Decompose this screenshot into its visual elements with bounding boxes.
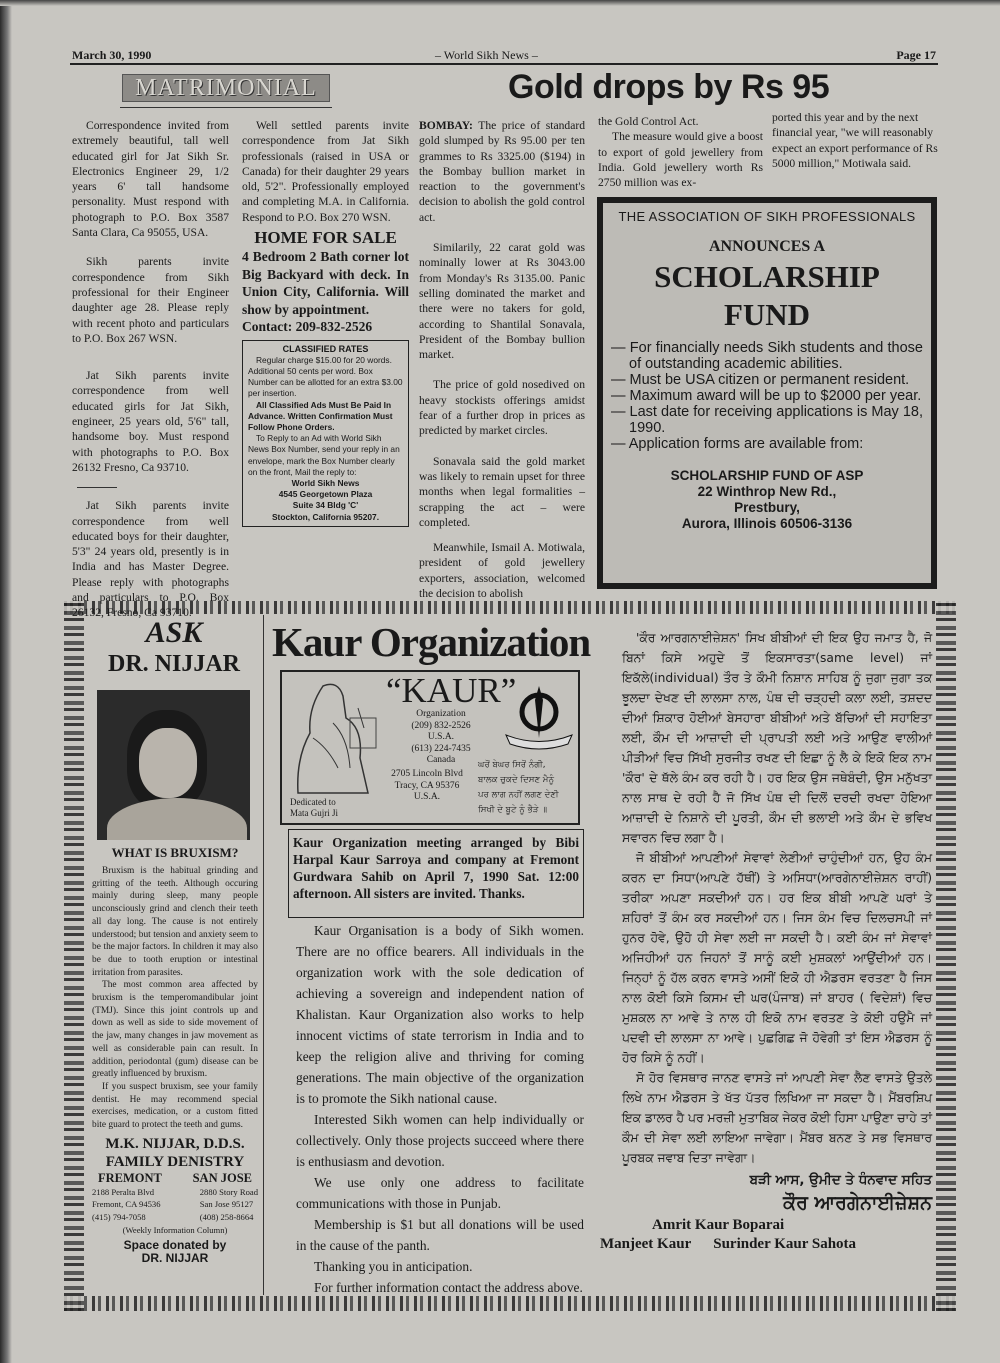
dedication-line: Dedicated to [290, 797, 336, 807]
scholarship-ad [597, 197, 937, 589]
condition-item: — Application forms are available from: [611, 436, 923, 452]
poem-line: ਸਿਖੀ ਦੇ ਬੂਟੇ ਨੂੰ ਭੈੜੇ ॥ [478, 805, 548, 815]
home-sale-title: HOME FOR SALE [254, 228, 397, 248]
scholarship-conditions [611, 340, 923, 452]
matrimonial-ad: Correspondence invited from extremely beautiful, tall well educated girl for Jat Sikh Sr. Electronics Engineer 29, 1/2 years 6' tall handsome personality. Must respond with photograph to P.O. Box 3587 Santa Clara, Ca 95055, USA. [72, 119, 229, 240]
classified-address: World Sikh News [291, 478, 360, 489]
signatory: Surinder Kaur Sahota [713, 1236, 857, 1252]
issue-date: March 30, 1990 [72, 48, 152, 62]
header-rule [70, 63, 938, 65]
phone: (408) 258-8664 [199, 1211, 254, 1222]
article-paragraph: 'ਕੌਰ ਆਰਗਨਾਈਜ਼ੇਸ਼ਨ' ਸਿਖ ਬੀਬੀਆਂ ਦੀ ਇਕ ਉਹ ਜਮਾਤ ਹੈ, ਜੋ ਬਿਨਾਂ ਕਿਸੇ ਅਹੁਦੇ ਤੋਂ ਇਕਸਾਰਤਾ(same level) ਜਾਂ ਇਕੱਲੇ(individual) ਤੌਰ ਤੇ ਕੌਮੀ ਨਿਸ਼ਾਨ ਸਾਹਿਬ ਨੂੰ ਜੁਗਾ ਜੁਗਾ ਤਕ ਝੂਲਦਾ ਦੇਖਣ ਦੀ ਲਾਲਸਾ ਨਾਲ, ਪੰਥ ਦੀ ਚੜ੍ਹਦੀ ਕਲਾ ਲਈ, ਤਸ਼ਦਦ ਦੀਆਂ ਸ਼ਿਕਾਰ ਹੋਈਆਂ ਬੇਸਹਾਰਾ ਬੀਬੀਆਂ ਅਤੇ ਬੱਚਿਆਂ ਦੀ ਸਹਾਇਤਾ ਲਈ, ਕੌਮ ਦੀ ਆਜ਼ਾਦੀ ਦੀ ਪ੍ਰਾਪਤੀ ਲਈ ਅਤੇ ਆਉਣ ਵਾਲੀਆਂ ਪੀੜੀਆਂ ਵਿਚ ਸਿੱਖੀ ਸੁਰਜੀਤ ਰਖਣ ਦੀ ਇਛਾ ਨੂੰ ਲੈ ਕੇ ਇਕੋ ਇਕ ਨਾਮ 'ਕੌਰ' ਦੇ ਥੱਲੇ ਕੰਮ ਕਰ ਰਹੀ ਹੈ। ਹਰ ਇਕ ਉਸ ਜਥੇਬੰਦੀ, ਉਸ ਮਨੁੱਖਤਾ ਨਾਲ ਸਾਥ ਦੇ ਰਹੀ ਹੈ ਜੋ ਸਿੱਖ ਪੰਥ ਦੀ ਦਿਲੋਂ ਦਰਦੀ ਰਖਦਾ ਹੋਇਆ ਆਜ਼ਾਦੀ ਦੇ ਨਿਸ਼ਾਨੇ ਦੀ ਪੂਰਤੀ, ਕੌਮ ਦੀ ਭਲਾਈ ਅਤੇ ਕੌਮ ਦੇ ਭਵਿਖ ਸਵਾਰਨ ਵਿਚ ਲਗਾ ਹੈ। [622, 631, 932, 845]
column-divider [263, 615, 264, 1295]
condition-item: — Must be USA citizen or permanent resident. [611, 372, 923, 388]
khanda-icon [504, 680, 574, 750]
article-paragraph: ਸੋ ਹੋਰ ਵਿਸਥਾਰ ਜਾਨਣ ਵਾਸਤੇ ਜਾਂ ਆਪਣੀ ਸੇਵਾ ਲੈਣ ਵਾਸਤੇ ਉਤਲੇ ਲਿਖੇ ਨਾਮ ਐਡਰਸ ਤੇ ਖੱਤ ਪੱਤਰ ਲਿਖਿਆ ਜਾ ਸਕਦਾ ਹੈ। ਮੈਂਬਰਸ਼ਿਪ ਇਕ ਡਾਲਰ ਹੈ ਪਰ ਮਰਜ਼ੀ ਮੁਤਾਬਿਕ ਜੇਕਰ ਕੋਈ ਹਿਸਾ ਪਾਉਣਾ ਚਾਹੇ ਤਾਂ ਕੌਮ ਦੀ ਸੇਵਾ ਲਈ ਲਾਇਆ ਜਾਵੇਗਾ। ਮੈਂਬਰ ਬਨਣ ਤੇ ਸਭ ਵਿਸਥਾਰ ਪੂਰਬਕ ਜਵਾਬ ਦਿਤਾ ਜਾਵੇਗਾ। [622, 1071, 932, 1165]
asp-title: THE ASSOCIATION OF SIKH PROFESSIONALS [618, 209, 916, 224]
classified-rates-box [242, 340, 409, 527]
article-paragraph: We use only one address to facilitate communications with those in Punjab. [296, 1175, 584, 1211]
poem-line: ਬਾਲਕ ਚੁਕਦੇ ਦਿਸਣ ਮੈਨੂੰ [478, 775, 555, 785]
article-text: the Gold Control Act. [598, 115, 699, 128]
page-number: Page 17 [896, 48, 936, 62]
address-line: Fremont, CA 94536 [92, 1199, 161, 1210]
condition-item: — Last date for receiving applications is May 18, 1990. [611, 404, 923, 436]
donation-note: DR. NIJJAR [141, 1251, 209, 1266]
classified-address: Suite 34 Bldg 'C' [292, 500, 359, 511]
org-label: Organization [416, 709, 466, 719]
dedication-line: Mata Gujri Ji [290, 808, 338, 818]
poem-line: ਪਰ ਲਾਗ ਨਹੀਂ ਲਗਣ ਦੇਣੀ [478, 790, 559, 800]
article-paragraph: The price of gold nosedived on heavy stockists offerings amidst fear of a further drop in prices as predicted by market circles. [419, 378, 585, 438]
article-paragraph: Thanking you in anticipation. [314, 1259, 473, 1274]
poem-line: ਘਰੋਂ ਬੇਘਰ ਸਿਰੋਂ ਨੰਗੀ, [478, 760, 546, 770]
decorative-border-right [936, 601, 956, 1311]
address-line: SCHOLARSHIP FUND OF ASP [670, 468, 864, 483]
punjabi-poem [478, 758, 578, 818]
scholarship-title: SCHOLARSHIP [654, 259, 880, 294]
kaur-headline: Kaur Organization [272, 619, 591, 665]
home-sale-contact: Contact: 209-832-2526 [242, 319, 373, 335]
bruxism-article [92, 845, 258, 1265]
kaur-article [296, 920, 584, 1298]
city-fremont: FREMONT [98, 1170, 162, 1185]
address-line: 22 Winthrop New Rd., [697, 484, 837, 499]
gold-article-continued-1 [598, 114, 763, 190]
condition-item: — For financially needs Sikh students and those of outstanding academic abilities. [611, 340, 923, 372]
scholarship-address [611, 468, 923, 532]
home-sale-body: 4 Bedroom 2 Bath corner lot Big Backyard with deck. In Union City, California. Will show by appointment. [242, 249, 409, 317]
dr-nijjar-title: DR. NIJJAR [108, 651, 240, 677]
closing-line: ਬੜੀ ਆਸ, ਉਮੀਦ ਤੇ ਧੰਨਵਾਦ ਸਹਿਤ [749, 1172, 932, 1188]
classified-address: 4545 Georgetown Plaza [278, 489, 373, 500]
scan-edge [0, 0, 12, 1363]
kaur-address [382, 769, 472, 804]
address-line: 2705 Lincoln Blvd [391, 769, 463, 779]
dateline: BOMBAY: [419, 119, 473, 132]
article-paragraph: Similarily, 22 carat gold was nominally lower at Rs 3043.00 from Monday's Rs 3135.00. Panic selling dominated the market and there were no takers for gold, according to Shantilal Sonavala, President of the Bombay bullion market. [419, 241, 585, 362]
article-paragraph: Meanwhile, Ismail A. Motiwala, president of gold jewellery exporters, association, welcomed the decision to abolish [419, 541, 585, 601]
dr-nijjar-photo [97, 690, 250, 840]
city-san-jose: SAN JOSE [192, 1170, 252, 1185]
gold-headline: Gold drops by Rs 95 [508, 68, 830, 106]
address-line: U.S.A. [413, 792, 441, 802]
address-line: Aurora, Illinois 60506-3136 [681, 516, 853, 531]
country: Canada [426, 755, 456, 765]
matrimonial-ad: Jat Sikh parents invite correspondence from well educated boys for their daughter, 5'3" 24 years old, presently is in India and has Master Degree. Please reply with photographs and particulars to P.O. Box 26132, Fresno, Ca 93710. [72, 499, 229, 620]
gold-article-column [419, 118, 585, 601]
article-text: The price of standard gold slumped by Rs 95.00 per ten grammes to Rs 3325.00 ($194) in the Bombay bullion market in reaction to the government's decision to abolish the gold control act. [419, 119, 585, 224]
article-text: ported this year and by the next financial year, "we will reasonably expect an export performance of Rs 5000 million," Motiwala said. [772, 111, 938, 170]
address-line: Prestbury, [734, 500, 800, 515]
gold-article-continued-2 [772, 110, 938, 171]
classified-text: All Classified Ads Must Be Paid In Advance. Written Confirmation Must Follow Phone Orders. [248, 399, 393, 432]
article-paragraph: Interested Sikh women can help individually or collectively. Only those projects succeed where there is enthusiasm and devotion. [296, 1112, 584, 1169]
address-line: 2880 Story Road [199, 1186, 258, 1197]
classified-title: CLASSIFIED RATES [282, 343, 369, 354]
ask-title: ASK [145, 616, 203, 649]
classified-text: To Reply to an Ad with World Sikh News Box Number, send your reply in an envelope, mark the Box Number clearly on the front, Mail the reply to: [248, 433, 400, 477]
article-paragraph: Bruxism is the habitual grinding and gritting of the teeth. Although occuring mainly during sleep, many people unconsciously grind and clench their teeth all day long. The cause is not entirely understood; but tension and anxiety seem to be the major factors. In children it may also be due to tooth eruption or intestinal irritation from parasites. [92, 866, 258, 978]
matrimonial-logo: MATRIMONIAL [122, 74, 330, 102]
matrimonial-column-1 [72, 118, 229, 621]
article-paragraph: Sonavala said the gold market was likely to remain upset for three months when legal formalities – scrapping the act – were completed. [419, 454, 585, 529]
signatory: Manjeet Kaur [600, 1236, 692, 1252]
punjabi-org-name: ਕੌਰ ਆਰਗੇਨਾਈਜ਼ੇਸ਼ਨ [783, 1192, 932, 1214]
divider [77, 487, 117, 488]
practice-name: FAMILY DENISTRY [105, 1153, 245, 1170]
country: U.S.A. [427, 732, 455, 742]
article-paragraph: For further information contact the address above. [314, 1280, 583, 1295]
decorative-border-bottom [64, 1296, 956, 1311]
decorative-border-left [64, 601, 84, 1311]
matrimonial-ad: Sikh parents invite correspondence from Sikh professional for their Engineer daughter age 28. Please reply with recent photo and particulars to P.O. Box 267 WSN. [72, 255, 229, 345]
weekly-column-note: (Weekly Information Column) [122, 1224, 228, 1235]
article-paragraph: The measure would give a boost to export of gold jewellery from India. Gold jewellery worth Rs 2750 million was ex- [598, 130, 763, 190]
classified-text: Regular charge $15.00 for 20 words. Additional 50 cents per word. Box Number can be allotted for an extra $3.00 per insertion. [248, 354, 403, 399]
signatory-row [600, 1235, 932, 1254]
scholarship-title-2: FUND [723, 297, 811, 332]
address-line: San Jose 95127 [199, 1199, 254, 1210]
classified-address: Stockton, California 95207. [271, 511, 380, 522]
condition-item: — Maximum award will be up to $2000 per year. [611, 388, 923, 404]
signatory: Amrit Kaur Boparai [652, 1217, 785, 1233]
matrimonial-column-2 [242, 118, 409, 527]
address-line: 2188 Peralta Blvd [92, 1186, 155, 1197]
announces: ANNOUNCES A [708, 238, 825, 255]
punjabi-article [600, 628, 932, 1254]
bruxism-heading: WHAT IS BRUXISM? [111, 845, 239, 860]
newspaper-name: – World Sikh News – [435, 48, 538, 62]
divider [120, 107, 332, 108]
ask-dr-nijjar-column [88, 616, 260, 678]
dedication [290, 797, 338, 819]
scan-top-edge [0, 0, 1000, 6]
mother-children-illustration [288, 678, 380, 796]
article-paragraph: The most common area affected by bruxism is the temperomandibular joint (TMJ). Since this joint controls up and down as well as side to side movement of the jaw, many changes in jaw movement as well as considerable pain can result. In addition, periodontal (gum) disease can be greatly influenced by bruxism. [92, 980, 258, 1080]
matrimonial-ad: Well settled parents invite correspondence from Jat Sikh professionals (raised in USA or Canada) for their daughter 29 years old, 5'2". Professionally employed and completing M.A. in California. Respond to P.O. Box 270 WSN. [242, 119, 409, 224]
matrimonial-ad: Jat Sikh parents invite correspondence from well educated girls for Jat Sikh, engineer, 25 years old, 5'6" tall, handsome boy. Must respond with photographs to P.O. Box 26132 Fresno, Ca 93710. [72, 369, 229, 474]
article-paragraph: Kaur Organisation is a body of Sikh women. There are no office bearers. All individuals in the organization work with the sole dedication of achieving a sovereign and independent nation of Khalistan. Kaur Organization also works to help innocent victims of state terrorism in India and to keep the religion alive and thriving for coming generations. The main objective of the organization is to promote the Sikh national cause. [296, 923, 584, 1106]
phone: (415) 794-7058 [92, 1211, 146, 1222]
article-paragraph: Membership is $1 but all donations will be used in the cause of the panth. [296, 1217, 584, 1253]
kaur-logo: “KAUR” [386, 671, 517, 710]
donation-note: Space donated by [123, 1238, 227, 1253]
phone-usa: (209) 832-2526 [411, 720, 471, 731]
address-line: Tracy, CA 95376 [394, 780, 460, 791]
kaur-ad-box [280, 670, 580, 825]
dentist-name: M.K. NIJJAR, D.D.S. [105, 1135, 245, 1152]
meeting-notice: Kaur Organization meeting arranged by Bibi Harpal Kaur Sarroya and company at Fremont Gurdwara Sahib on April 7, 1990 Sat. 12:00 afternoon. All sisters are invited. Thanks. [288, 829, 584, 918]
article-paragraph: If you suspect bruxism, see your family dentist. He may recommend special exercises, medication, or a custom fitted bite guard to protect the teeth and gums. [92, 1081, 258, 1131]
article-paragraph: ਜੋ ਬੀਬੀਆਂ ਆਪਣੀਆਂ ਸੇਵਾਵਾਂ ਲੇਣੀਆਂ ਚਾਹੁੰਦੀਆਂ ਹਨ, ਉਹ ਕੰਮ ਕਰਨ ਦਾ ਸਿਧਾ(ਆਪਣੇ ਹੱਥੀਂ) ਤੇ ਅਸਿਧਾ(ਆਰਗੇਨਾਈਜ਼ੇਸ਼ਨ ਰਾਹੀਂ) ਤਰੀਕਾ ਅਪਣਾ ਸਕਦੀਆਂ ਹਨ। ਹਰ ਇਕ ਬੀਬੀ ਆਪਣੇ ਘਰਾਂ ਤੇ ਸ਼ਹਿਰਾਂ ਤੋਂ ਕੰਮ ਕਰ ਸਕਦੀਆਂ ਹਨ। ਜਿਸ ਕੰਮ ਵਿਚ ਦਿਲਚਸਪੀ ਜਾਂ ਹੁਨਰ ਹੋਵੇ, ਉਹੋ ਹੀ ਸੇਵਾ ਲਈ ਜਾ ਸਕਦੀ ਹੈ। ਕਈ ਕੰਮ ਜਾਂ ਸੇਵਾਵਾਂ ਅਜਿਹੀਆਂ ਹਨ ਜਿਹਨਾਂ ਤੋਂ ਸਾਨੂੰ ਕਈ ਮੁਸ਼ਕਲਾਂ ਆਉਂਦੀਆਂ ਹਨ। ਜਿਨ੍ਹਾਂ ਨੂੰ ਹੱਲ ਕਰਨ ਵਾਸਤੇ ਅਸੀਂ ਇਕੋ ਹੀ ਐਡਰਸ ਵਰਤਣਾ ਹੈ ਜਿਸ ਨਾਲ ਕੋਈ ਕਿਸੇ ਕਿਸਮ ਦੀ ਘਰ(ਪੰਜਾਬ) ਜਾਂ ਬਾਹਰ ( ਵਿਦੇਸ਼ਾਂ) ਵਿਚ ਮੁਸ਼ਕਲ ਨਾ ਆਵੇ ਤੇ ਨਾਲ ਹੀ ਇਕੋ ਨਾਮ ਵਰਤਣ ਤੇ ਕੋਈ ਹਉਮੈ ਜਾਂ ਪਦਵੀ ਦੀ ਲਾਲਸਾ ਨਾ ਆਵੇ। ਪੁਛਗਿਛ ਜੋ ਹੋਵੇਗੀ ਤਾਂ ਇਸ ਐਡਰਸ ਨੂੰ ਹੋਰ ਕਿਸੇ ਨੂੰ ਨਹੀਂ। [622, 851, 932, 1065]
phone-canada: (613) 224-7435 [411, 743, 471, 754]
